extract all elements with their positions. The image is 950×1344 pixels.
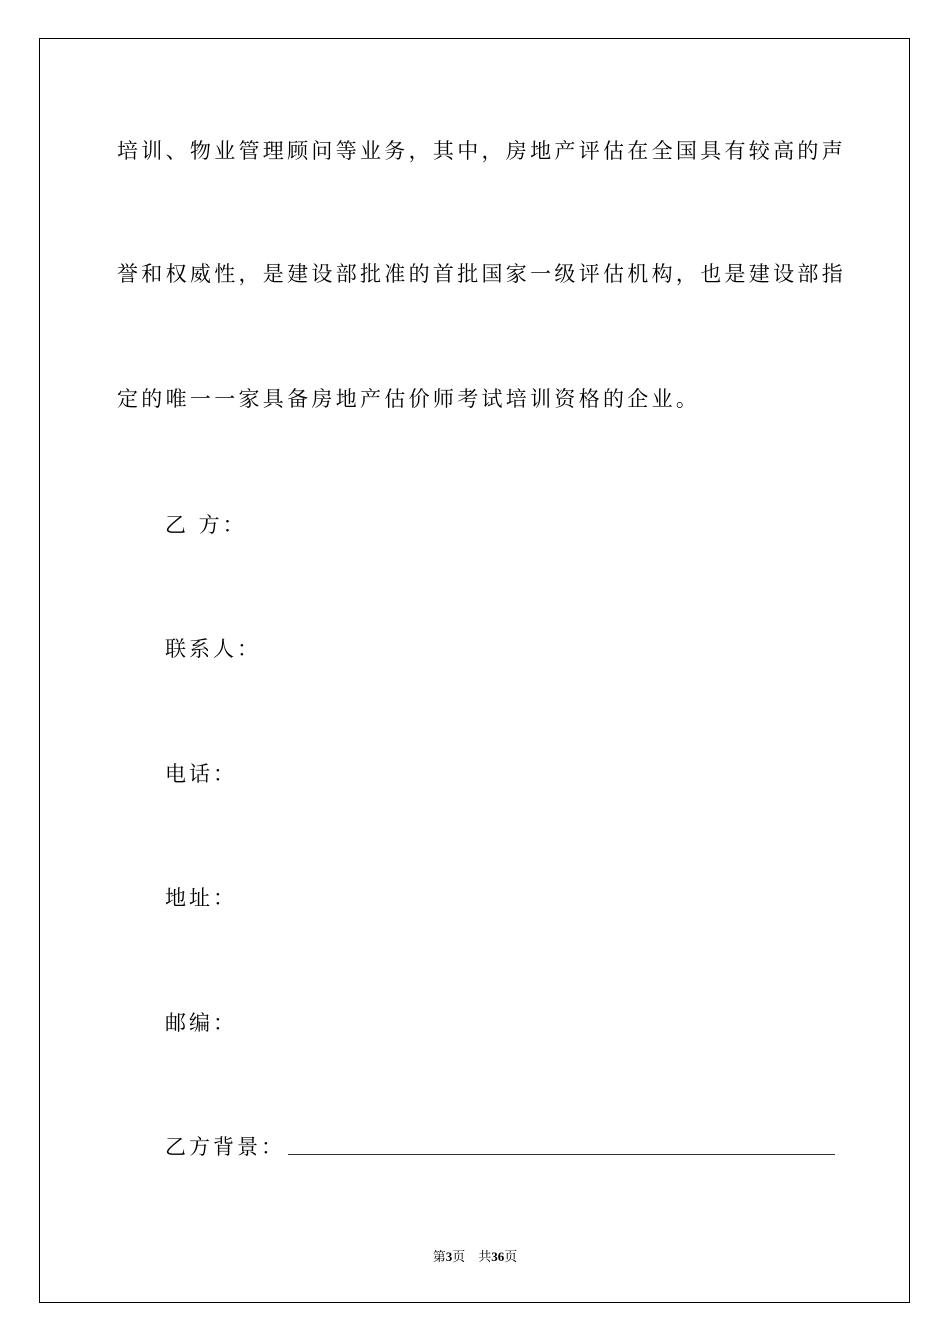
address-label: 地址： [165, 886, 237, 910]
paragraph-line-2: 誉和权威性，是建设部批准的首批国家一级评估机构，也是建设部指 [117, 262, 846, 286]
party-b-background-blank-line [288, 1154, 835, 1155]
postcode-label: 邮编： [165, 1011, 237, 1035]
party-b-background-label: 乙方背景： [165, 1135, 285, 1159]
footer-page-suffix: 页 [452, 1249, 466, 1264]
footer-total-prefix: 共 [478, 1249, 492, 1264]
footer-page-prefix: 第 [432, 1249, 446, 1264]
paragraph-line-1: 培训、物业管理顾问等业务，其中，房地产评估在全国具有较高的声 [117, 139, 846, 163]
contact-label: 联系人： [165, 637, 261, 661]
footer-page-total: 36 [491, 1249, 505, 1264]
footer-total-suffix: 页 [504, 1249, 518, 1264]
paragraph-line-3: 定的唯一一家具备房地产估价师考试培训资格的企业。 [117, 387, 701, 411]
party-b-label: 乙 方： [165, 513, 247, 537]
page-frame [39, 38, 910, 1303]
page-footer [0, 1246, 950, 1265]
footer-page-current: 3 [445, 1249, 453, 1264]
phone-label: 电话： [165, 762, 237, 786]
